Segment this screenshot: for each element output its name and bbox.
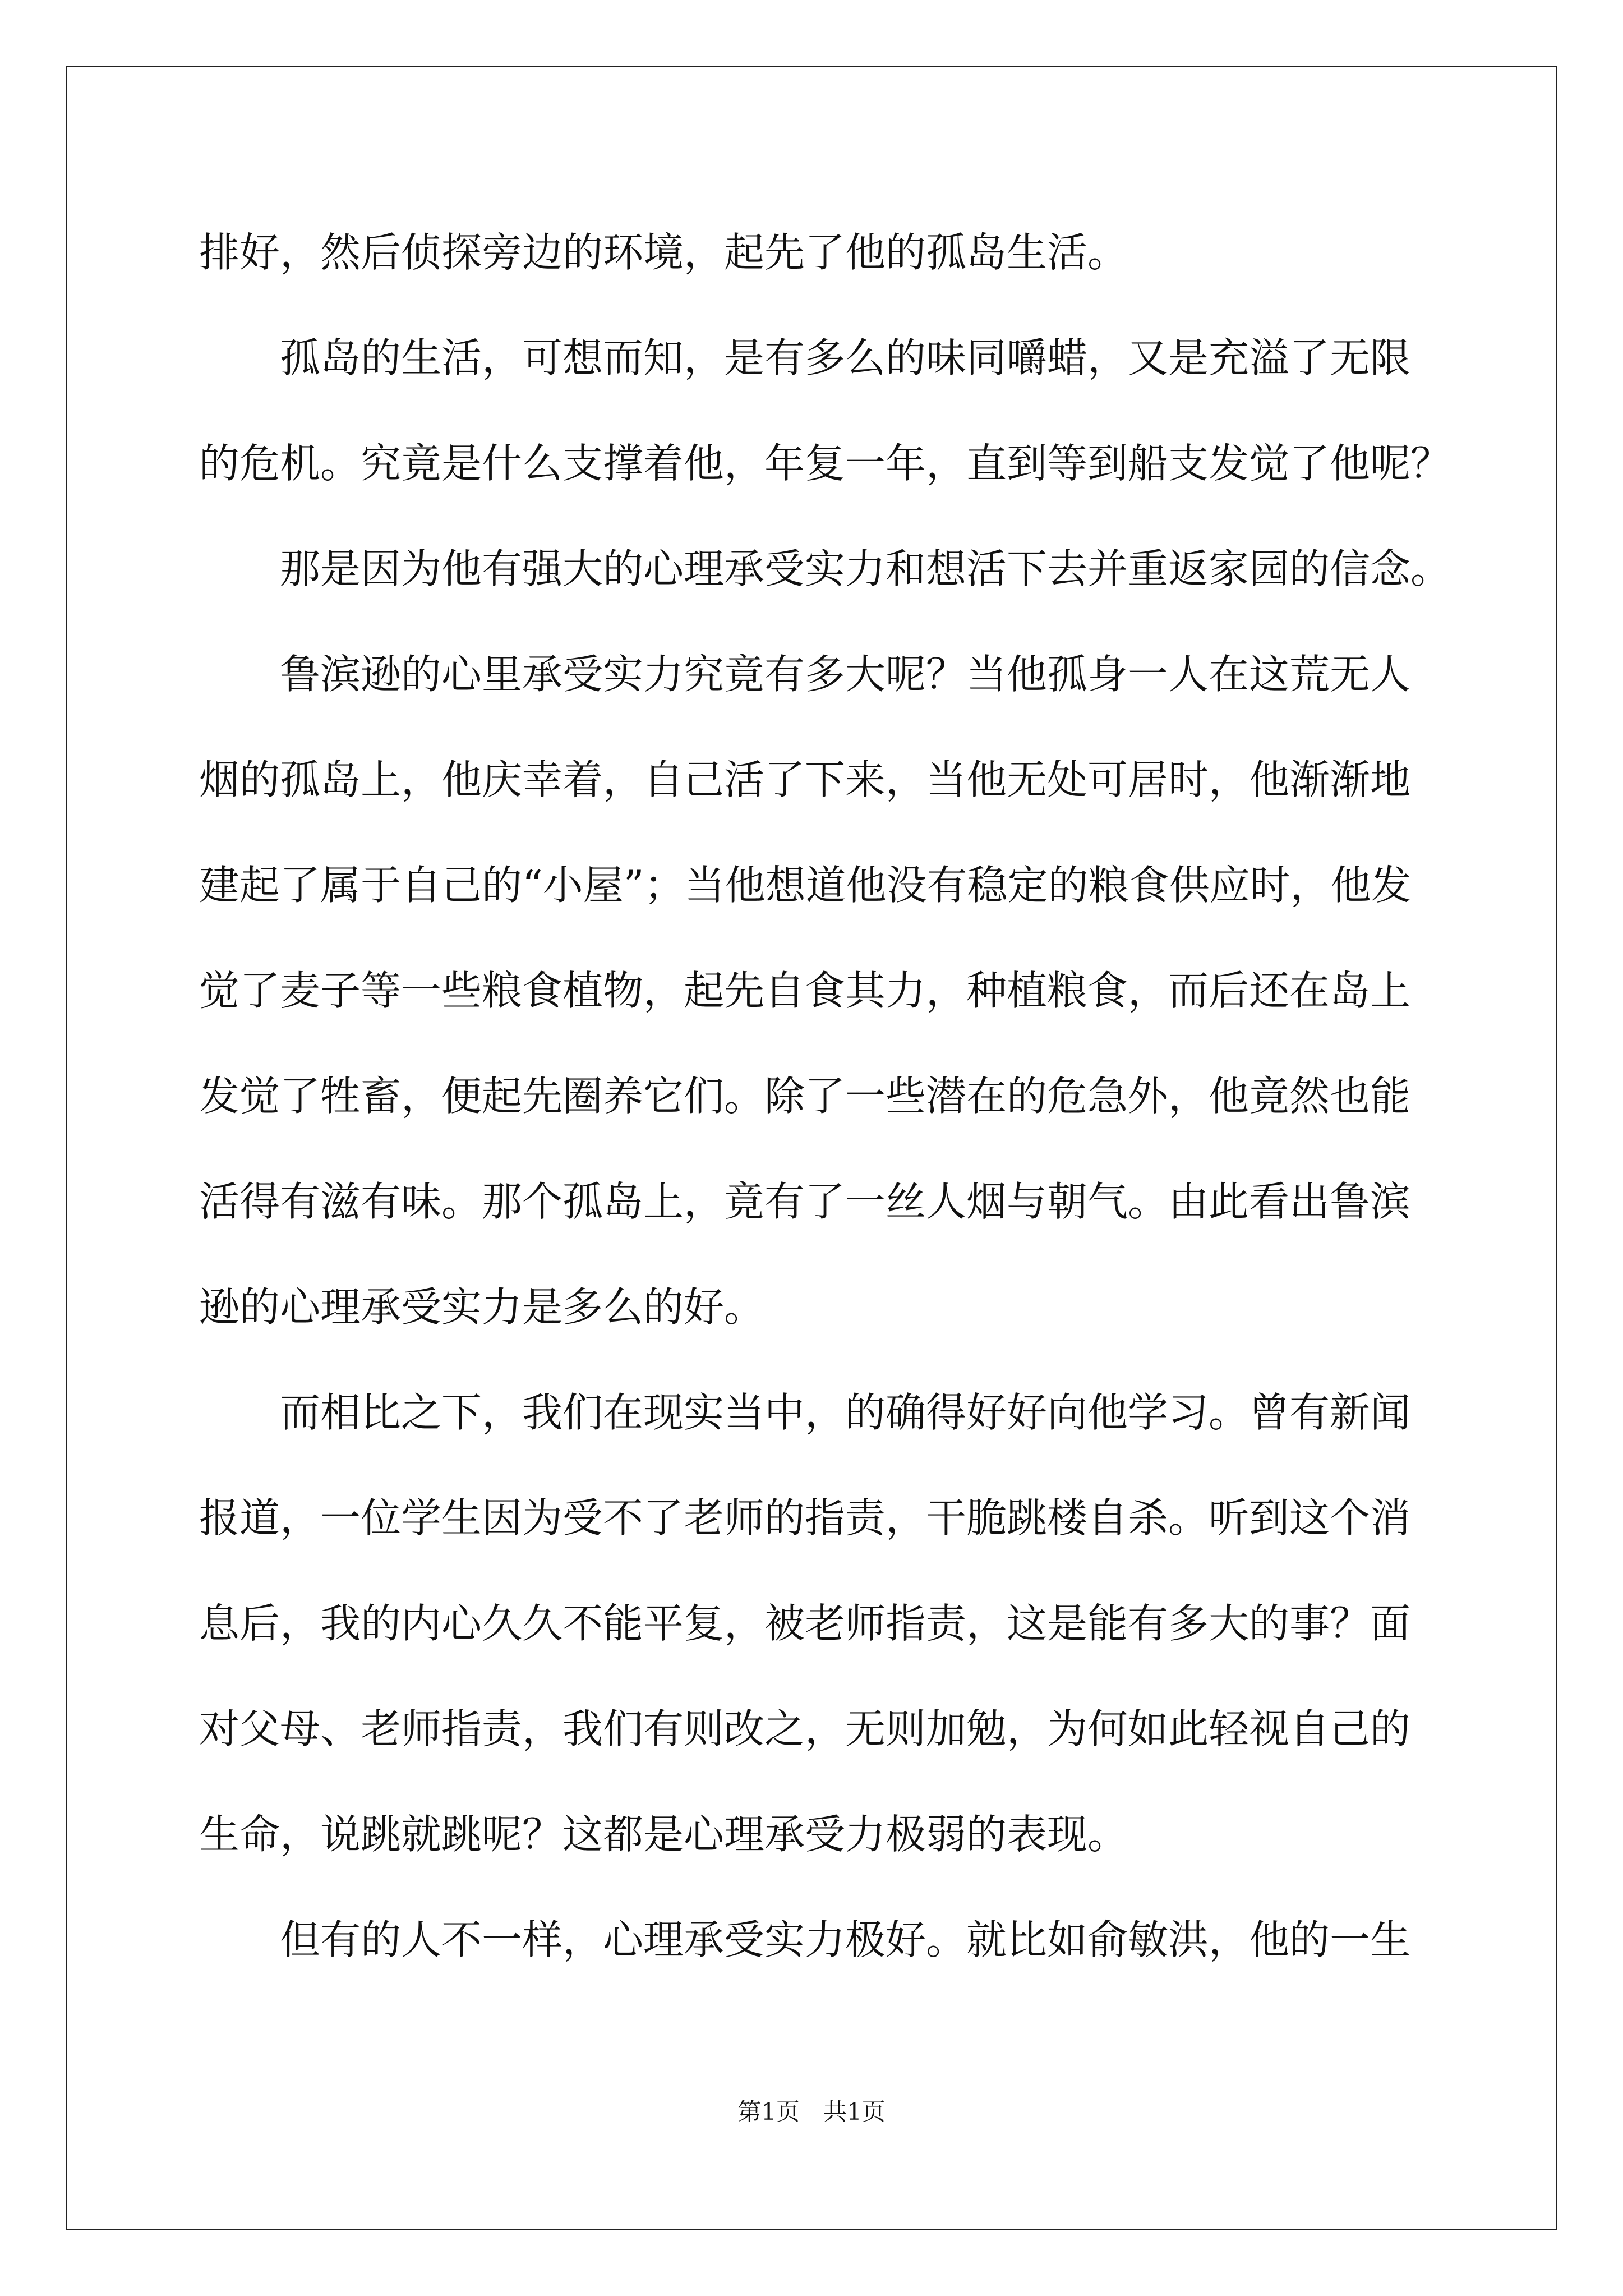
text-line: 而相比之下，我们在现实当中，的确得好好向他学习。曾有新闻 bbox=[199, 1389, 1411, 1436]
text-line: 逊的心理承受实力是多么的好。 bbox=[199, 1283, 765, 1331]
text-line: 的危机。究竟是什么支撑着他，年复一年，直到等到船支发觉了他呢？ bbox=[199, 440, 1451, 487]
text-line: 生命，说跳就跳呢？这都是心理承受力极弱的表现。 bbox=[199, 1811, 1128, 1858]
text-line: 烟的孤岛上，他庆幸着，自己活了下来，当他无处可居时，他渐渐地 bbox=[199, 756, 1411, 803]
text-line: 活得有滋有味。那个孤岛上，竟有了一丝人烟与朝气。由此看出鲁滨 bbox=[199, 1178, 1411, 1225]
text-line: 发觉了牲畜，便起先圈养它们。除了一些潜在的危急外，他竟然也能 bbox=[199, 1073, 1411, 1120]
text-line: 排好，然后侦探旁边的环境，起先了他的孤岛生活。 bbox=[199, 229, 1128, 276]
text-line: 鲁滨逊的心里承受实力究竟有多大呢？当他孤身一人在这荒无人 bbox=[199, 651, 1411, 698]
document-body bbox=[199, 200, 1451, 1993]
text-line: 那是因为他有强大的心理承受实力和想活下去并重返家园的信念。 bbox=[199, 545, 1451, 592]
text-line: 但有的人不一样，心理承受实力极好。就比如俞敏洪，他的一生 bbox=[199, 1916, 1411, 1963]
text-line: 报道，一位学生因为受不了老师的指责，干脆跳楼自杀。听到这个消 bbox=[199, 1494, 1411, 1542]
text-line: 觉了麦子等一些粮食植物，起先自食其力，种植粮食，而后还在岛上 bbox=[199, 967, 1411, 1014]
text-line: 孤岛的生活，可想而知，是有多么的味同嚼蜡，又是充溢了无限 bbox=[199, 334, 1411, 381]
page-footer: 第1页 共1页 bbox=[737, 2098, 886, 2125]
text-line: 对父母、老师指责，我们有则改之，无则加勉，为何如此轻视自己的 bbox=[199, 1705, 1411, 1752]
text-line: 建起了属于自己的“小屋”；当他想道他没有稳定的粮食供应时，他发 bbox=[199, 862, 1412, 909]
text-line: 息后，我的内心久久不能平复，被老师指责，这是能有多大的事？面 bbox=[199, 1600, 1411, 1647]
